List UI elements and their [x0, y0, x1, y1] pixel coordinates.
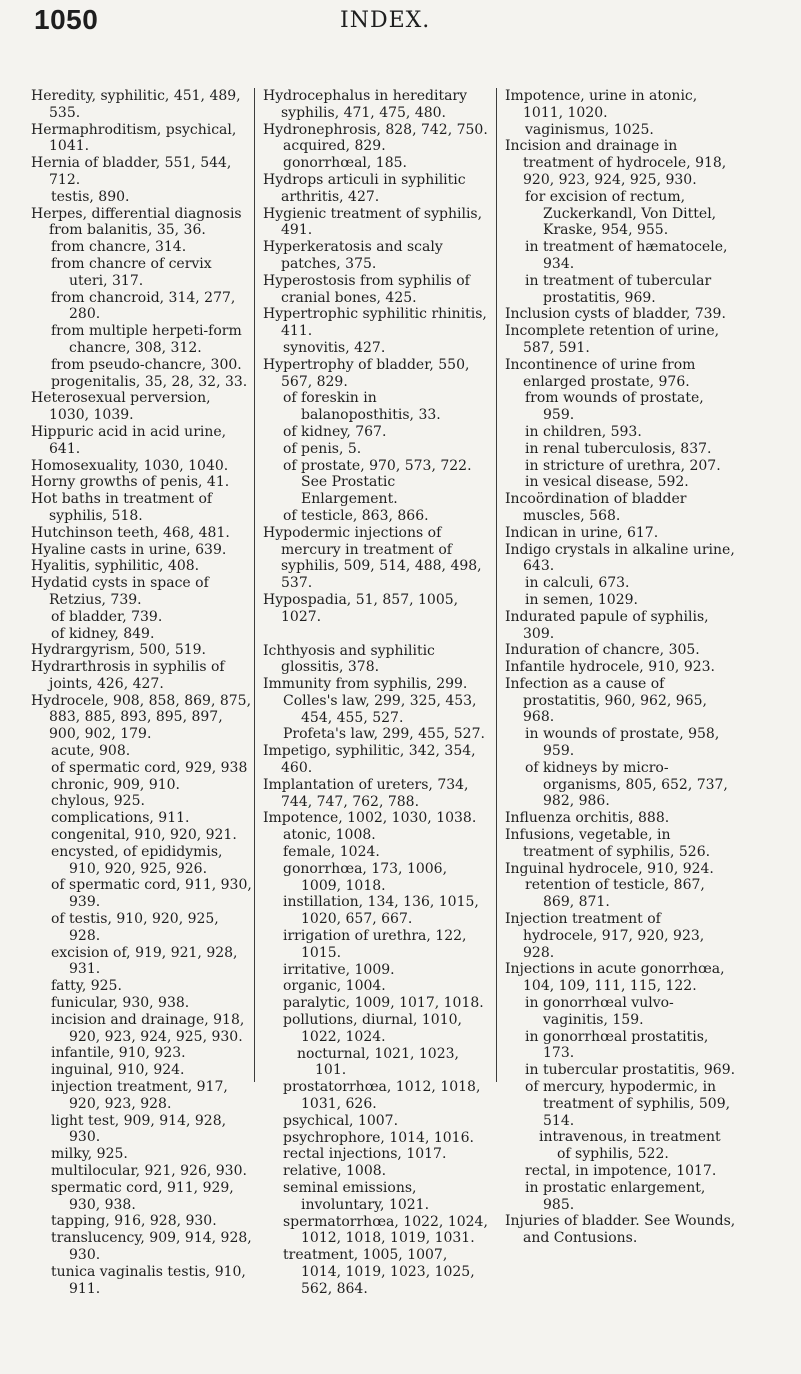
index-subentry: relative, 1008.: [283, 1163, 387, 1180]
index-entry: Hypertrophy of bladder, 550, 567, 829.: [263, 356, 470, 390]
index-entry: Hypertrophic syphilitic rhinitis, 411.: [263, 306, 487, 340]
index-entry: Hypodermic injections of mercury in treatment of syphilis, 509, 514, 488, 498, 537.: [263, 524, 482, 592]
index-subentry: nocturnal, 1021, 1023, 101.: [297, 1045, 459, 1079]
index-entry: Hyperkeratosis and scaly patches, 375.: [263, 239, 443, 272]
index-subentry: acute, 908.: [51, 743, 131, 760]
index-subentry: gonorrhœa, 173, 1006, 1009, 1018.: [283, 860, 448, 894]
index-subentry: from chancre, 314.: [51, 239, 187, 256]
index-subentry: congenital, 910, 920, 921.: [51, 827, 237, 844]
running-head: INDEX.: [340, 8, 431, 33]
index-subentry: in gonorrhœal prostatitis, 173.: [525, 1028, 709, 1062]
index-entry: Induration of chancre, 305.: [505, 642, 700, 659]
index-subentry: inguinal, 910, 924.: [51, 1062, 185, 1079]
index-entry: Homosexuality, 1030, 1040.: [31, 457, 229, 474]
index-subentry: psychical, 1007.: [283, 1112, 399, 1129]
index-entry: Incontinence of urine from enlarged prostate, 976.: [505, 356, 696, 390]
index-subentry: injection treatment, 917, 920, 923, 928.: [51, 1079, 228, 1112]
index-entry: Heredity, syphilitic, 451, 489, 535.: [31, 88, 241, 121]
index-subentry: Profeta's law, 299, 455, 527.: [283, 726, 485, 743]
index-subentry: instillation, 134, 136, 1015, 1020, 657, 667.: [283, 894, 479, 928]
index-subentry: of prostate, 970, 573, 722. See Prostatic Enlargement.: [283, 457, 472, 508]
index-subentry: intravenous, in treatment of syphilis, 522.: [539, 1129, 721, 1163]
index-entry: Injections in acute gonorrhœa, 104, 109, 111, 115, 122.: [505, 961, 725, 995]
index-subentry: of kidney, 767.: [283, 423, 387, 440]
index-entry: Incomplete retention of urine, 587, 591.: [505, 323, 720, 356]
index-subentry: in children, 593.: [525, 423, 642, 440]
index-subentry: of spermatic cord, 911, 930, 939.: [51, 877, 252, 911]
index-subentry: tapping, 916, 928, 930.: [51, 1213, 217, 1230]
index-entry: Impotence, 1002, 1030, 1038.: [263, 810, 477, 827]
index-subentry: infantile, 910, 923.: [51, 1045, 186, 1062]
index-subentry: vaginismus, 1025.: [525, 121, 654, 138]
index-entry: Hydrocephalus in hereditary syphilis, 471, 475, 480.: [263, 88, 468, 121]
index-subentry: in treatment of hæmatocele, 934.: [525, 239, 728, 272]
index-entry: Infantile hydrocele, 910, 923.: [505, 659, 715, 676]
index-entry: Herpes, differential diagnosis from balanitis, 35, 36.: [31, 205, 242, 239]
index-subentry: in wounds of prostate, 958, 959.: [525, 726, 720, 760]
index-entry: Hippuric acid in acid urine, 641.: [31, 423, 227, 457]
index-subentry: fatty, 925.: [51, 978, 122, 995]
index-entry: Hernia of bladder, 551, 544, 712.: [31, 155, 232, 188]
index-subentry: prostatorrhœa, 1012, 1018, 1031, 626.: [283, 1079, 481, 1113]
index-subentry: chylous, 925.: [51, 793, 145, 810]
index-subentry: atonic, 1008.: [283, 827, 376, 844]
index-subentry: tunica vaginalis testis, 910, 911.: [51, 1263, 246, 1297]
index-subentry: paralytic, 1009, 1017, 1018.: [283, 995, 484, 1012]
index-subentry: in semen, 1029.: [525, 591, 638, 608]
column-rule: [254, 88, 255, 1082]
index-subentry: in renal tuberculosis, 837.: [525, 440, 712, 457]
index-entry: Indurated papule of syphilis, 309.: [505, 608, 709, 642]
index-subentry: psychrophore, 1014, 1016.: [283, 1129, 474, 1146]
index-subentry: in vesical disease, 592.: [525, 474, 689, 491]
index-entry: Injection treatment of hydrocele, 917, 920, 923, 928.: [505, 911, 705, 961]
index-entry: Indican in urine, 617.: [505, 524, 659, 541]
index-subentry: treatment, 1005, 1007, 1014, 1019, 1023, 1025, 562, 864.: [283, 1247, 475, 1297]
index-subentry: testis, 890.: [51, 188, 130, 205]
index-subentry: acquired, 829.: [283, 138, 386, 155]
index-subentry: pollutions, diurnal, 1010, 1022, 1024.: [283, 1012, 462, 1045]
index-entry: Indigo crystals in alkaline urine, 643.: [505, 541, 735, 575]
index-entry: Hydrocele, 908, 858, 869, 875, 883, 885, 893, 895, 897, 900, 902, 179.: [31, 692, 252, 743]
index-subentry: light test, 909, 914, 928, 930.: [51, 1112, 227, 1146]
index-entry: Hydrarthrosis in syphilis of joints, 426, 427.: [31, 659, 225, 692]
index-subentry: synovitis, 427.: [283, 339, 386, 356]
index-entry: Infusions, vegetable, in treatment of syphilis, 526.: [505, 827, 711, 860]
index-column-3: [505, 88, 737, 1247]
index-entry: Hydrargyrism, 500, 519.: [31, 642, 207, 659]
index-subentry: multilocular, 921, 926, 930.: [51, 1163, 247, 1179]
index-entry: Ichthyosis and syphilitic glossitis, 378.: [263, 642, 435, 676]
index-subentry: translucency, 909, 914, 928, 930.: [51, 1230, 252, 1263]
index-subentry: female, 1024.: [283, 844, 380, 861]
index-subentry: of testis, 910, 920, 925, 928.: [51, 911, 219, 944]
index-entry: Hyalitis, syphilitic, 408.: [31, 558, 200, 575]
index-subentry: organic, 1004.: [283, 978, 386, 995]
index-subentry: from wounds of prostate, 959.: [525, 390, 704, 424]
index-entry: Hutchinson teeth, 468, 481.: [31, 524, 230, 541]
column-rule: [496, 88, 497, 1082]
index-entry: Influenza orchitis, 888.: [505, 810, 670, 827]
index-subentry: in gonorrhœal vulvo-vaginitis, 159.: [525, 995, 674, 1028]
index-subentry: from pseudo-chancre, 300.: [51, 356, 242, 373]
index-subentry: gonorrhœal, 185.: [283, 155, 407, 172]
index-subentry: irritative, 1009.: [283, 961, 395, 978]
index-entry: Hydronephrosis, 828, 742, 750.: [263, 121, 488, 138]
index-entry: Hygienic treatment of syphilis, 491.: [263, 205, 483, 239]
index-entry: Hot baths in treatment of syphilis, 518.: [31, 491, 213, 524]
index-subentry: for excision of rectum, Zuckerkandl, Von Dittel, Kraske, 954, 955.: [525, 188, 717, 239]
index-entry: Inguinal hydrocele, 910, 924.: [505, 860, 714, 877]
index-subentry: progenitalis, 35, 28, 32, 33.: [51, 373, 248, 390]
index-subentry: from chancre of cervix uteri, 317.: [51, 255, 212, 289]
index-column-2: [263, 88, 488, 1298]
index-entry: Hydrops articuli in syphilitic arthritis, 427.: [263, 171, 466, 205]
index-subentry: from chancroid, 314, 277, 280.: [51, 289, 236, 323]
index-subentry: spermatic cord, 911, 929, 930, 938.: [51, 1179, 234, 1213]
index-subentry: of spermatic cord, 929, 938: [51, 759, 248, 776]
index-entry: Hermaphroditism, psychical, 1041.: [31, 121, 237, 155]
index-entry: Impetigo, syphilitic, 342, 354, 460.: [263, 743, 476, 777]
index-subentry: in tubercular prostatitis, 969.: [525, 1062, 736, 1079]
index-subentry: retention of testicle, 867, 869, 871.: [525, 877, 705, 911]
index-entry: Incoördination of bladder muscles, 568.: [505, 491, 687, 524]
index-entry: Immunity from syphilis, 299.: [263, 676, 468, 693]
index-subentry: of foreskin in balanoposthitis, 33.: [283, 390, 441, 424]
index-subentry: excision of, 919, 921, 928, 931.: [51, 944, 238, 978]
index-subentry: of bladder, 739.: [51, 608, 163, 625]
index-subentry: funicular, 930, 938.: [51, 995, 190, 1012]
page-number: 1050: [34, 4, 99, 35]
index-subentry: Colles's law, 299, 325, 453, 454, 455, 527.: [283, 692, 477, 726]
index-subentry: in calculi, 673.: [525, 575, 630, 592]
index-entry: Horny growths of penis, 41.: [31, 474, 230, 491]
index-subentry: of testicle, 863, 866.: [283, 507, 429, 524]
index-entry: Hypospadia, 51, 857, 1005, 1027.: [263, 591, 459, 625]
index-subentry: chronic, 909, 910.: [51, 776, 181, 793]
index-subentry: of kidney, 849.: [51, 625, 155, 642]
index-subentry: milky, 925.: [51, 1146, 128, 1163]
index-entry: Inclusion cysts of bladder, 739.: [505, 306, 726, 323]
index-subentry: in prostatic enlargement, 985.: [525, 1179, 706, 1213]
index-subentry: irrigation of urethra, 122, 1015.: [283, 928, 467, 961]
index-entry: Implantation of ureters, 734, 744, 747, 762, 788.: [263, 776, 469, 810]
index-subentry: from multiple herpeti-form chancre, 308, 312.: [51, 323, 242, 356]
index-entry: Hyaline casts in urine, 639.: [31, 541, 227, 558]
index-entry: Hyperostosis from syphilis of cranial bones, 425.: [263, 272, 470, 306]
index-subentry: of mercury, hypodermic, in treatment of syphilis, 509, 514.: [525, 1079, 731, 1129]
index-subentry: in treatment of tubercular prostatitis, 969.: [525, 272, 712, 306]
index-subentry: of kidneys by micro-organisms, 805, 652, 737, 982, 986.: [525, 759, 728, 810]
index-entry: Heterosexual perversion, 1030, 1039.: [31, 390, 211, 424]
index-subentry: seminal emissions, involuntary, 1021.: [283, 1180, 430, 1213]
index-entry: Infection as a cause of prostatitis, 960, 962, 965, 968.: [505, 675, 707, 726]
index-entry: Hydatid cysts in space of Retzius, 739.: [31, 575, 209, 608]
index-subentry: of penis, 5.: [283, 440, 362, 457]
index-subentry: rectal, in impotence, 1017.: [525, 1163, 717, 1179]
index-subentry: rectal injections, 1017.: [283, 1146, 447, 1163]
index-column-1: [31, 88, 253, 1297]
index-subentry: encysted, of epididymis, 910, 920, 925, 926.: [51, 843, 223, 877]
index-entry: Injuries of bladder. See Wounds, and Contusions.: [505, 1213, 736, 1247]
index-subentry: spermatorrhœa, 1022, 1024, 1012, 1018, 1019, 1031.: [283, 1213, 488, 1247]
index-entry: Incision and drainage in treatment of hydrocele, 918, 920, 923, 924, 925, 930.: [505, 138, 727, 188]
index-entry: Impotence, urine in atonic, 1011, 1020.: [505, 88, 698, 121]
index-subentry: in stricture of urethra, 207.: [525, 457, 721, 474]
index-subentry: complications, 911.: [51, 810, 190, 827]
index-subentry: incision and drainage, 918, 920, 923, 924, 925, 930.: [51, 1011, 245, 1045]
